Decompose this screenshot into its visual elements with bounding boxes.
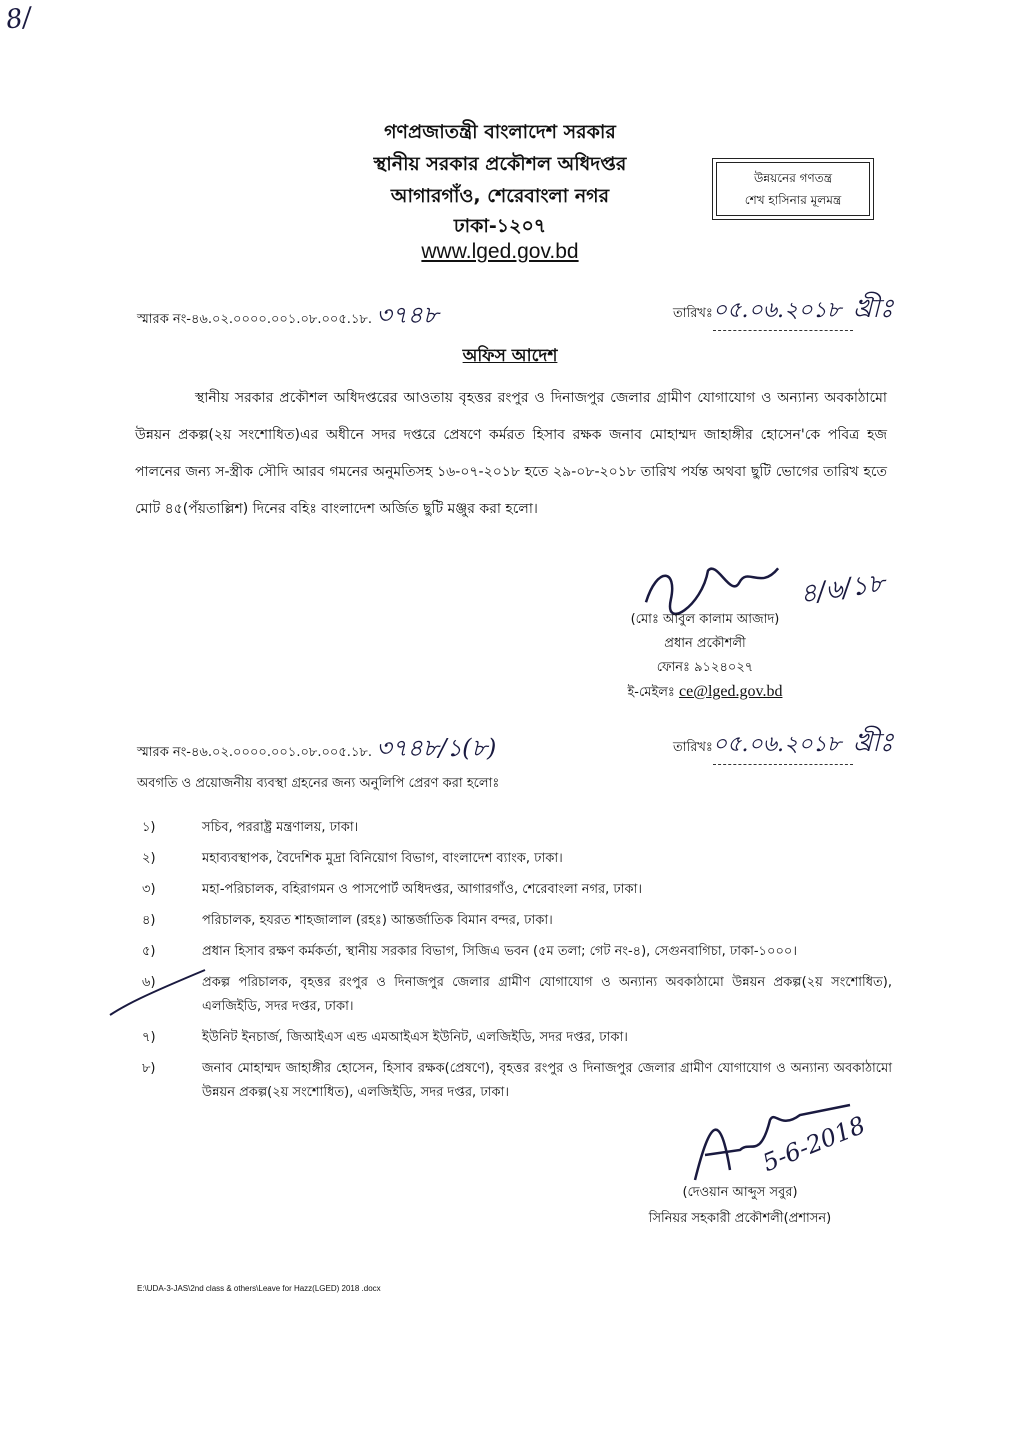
order-title: অফিস আদেশ	[462, 346, 558, 366]
distribution-item-text: প্রধান হিসাব রক্ষণ কর্মকর্তা, স্থানীয় সরকার বিভাগ, সিজিএ ভবন (৫ম তলা; গেট নং-৪), সেগুনবাগিচা, ঢাকা-১০০০।	[202, 944, 797, 959]
distribution-item	[132, 940, 892, 964]
header-government: গণপ্রজাতন্ত্রী বাংলাদেশ সরকার	[384, 121, 616, 143]
header-city: ঢাকা-১২০৭	[453, 215, 547, 237]
distribution-item-text: মহা-পরিচালক, বহিরাগমন ও পাসপোর্ট অধিদপ্তর, আগারগাঁও, শেরেবাংলা নগর, ঢাকা।	[202, 882, 643, 897]
signatory-2-designation: সিনিয়র সহকারী প্রকৌশলী(প্রশাসন)	[648, 1211, 832, 1226]
footer-file-path: E:\UDA-3-JAS\2nd class & others\Leave for Hazz(LGED) 2018 .docx	[137, 1284, 381, 1293]
header-website-link[interactable]: www.lged.gov.bd	[421, 240, 579, 263]
slogan-line-2: শেখ হাসিনার মূলমন্ত্র	[744, 193, 842, 207]
date-label: তারিখঃ	[673, 306, 713, 321]
date-handwritten: ০৫.০৬.২০১৮	[713, 293, 853, 331]
memo-number-1	[137, 297, 438, 337]
memo-number-2	[137, 730, 496, 770]
distribution-item-text: জনাব মোহাম্মদ জাহাঙ্গীর হোসেন, হিসাব রক্ষক(প্রেষণে), বৃহত্তর রংপুর ও দিনাজপুর জেলার গ্রামীণ যোগাযোগ ও অন্যান্য অবকাঠামো উন্নয়ন প্রকল্প(২য় সংশোধিত), এলজিইডি, সদর দপ্তর, ঢাকা।	[202, 1061, 892, 1100]
distribution-item-number: ৩)	[142, 882, 156, 897]
signatory-1-email-row	[560, 680, 850, 705]
distribution-item-number: ২)	[142, 851, 156, 866]
distribution-item-number: ৭)	[142, 1030, 156, 1045]
distribution-item-number: ৬)	[142, 975, 156, 990]
memo-label: স্মারক নং-৪৬.০২.০০০০.০০১.০৮.০০৫.১৮.	[137, 312, 372, 327]
date-suffix: খ্রীঃ	[852, 728, 894, 758]
signatory-2-block	[600, 1180, 880, 1232]
signatory-1-phone: ফোনঃ ৯১২৪০২৭	[656, 660, 754, 675]
corner-note: 8/	[4, 2, 34, 36]
slogan-line-1: উন্নয়নের গণতন্ত্র	[753, 171, 833, 185]
memo-label: স্মারক নং-৪৬.০২.০০০০.০০১.০৮.০০৫.১৮.	[137, 745, 372, 760]
distribution-item	[132, 971, 892, 1019]
distribution-item-text: ইউনিট ইনচার্জ, জিআইএস এন্ড এমআইএস ইউনিট, এলজিইডি, সদর দপ্তর, ঢাকা।	[202, 1030, 628, 1045]
distribution-item-text: সচিব, পররাষ্ট্র মন্ত্রণালয়, ঢাকা।	[202, 820, 359, 835]
distribution-item	[132, 909, 892, 933]
memo-date-2	[673, 722, 943, 766]
tick-mark-item-6-7	[105, 965, 215, 1025]
copy-intro: অবগতি ও প্রয়োজনীয় ব্যবস্থা গ্রহনের জন্য অনুলিপি প্রেরণ করা হলোঃ	[137, 776, 500, 791]
order-body: স্থানীয় সরকার প্রকৌশল অধিদপ্তরের আওতায় বৃহত্তর রংপুর ও দিনাজপুর জেলার গ্রামীণ যোগাযোগ ও অন্যান্য অবকাঠামো উন্নয়ন প্রকল্প(২য় সংশোধিত)এর অধীনে সদর দপ্তরে প্রেষণে কর্মরত হিসাব রক্ষক জনাব মোহাম্মদ জাহাঙ্গীর হোসেন'কে পবিত্র হজ পালনের জন্য স-স্ত্রীক সৌদি আরব গমনের অনুমতিসহ ১৬-০৭-২০১৮ হতে ২৯-০৮-২০১৮ তারিখ পর্যন্ত অথবা ছুটি ভোগের তারিখ হতে মোট ৪৫(পঁয়তাল্লিশ) দিনের বহিঃ বাংলাদেশ অর্জিত ছুটি মঞ্জুর করা হলো।	[135, 390, 887, 517]
signatory-1-designation: প্রধান প্রকৌশলী	[664, 636, 746, 651]
memo-date-1	[673, 288, 943, 332]
distribution-item	[132, 816, 892, 840]
distribution-item	[132, 1057, 892, 1105]
distribution-item	[132, 878, 892, 902]
distribution-item-number: ৪)	[142, 913, 156, 928]
date-label: তারিখঃ	[673, 740, 713, 755]
email-link[interactable]: ce@lged.gov.bd	[679, 683, 783, 700]
signatory-2-name: (দেওয়ান আব্দুস সবুর)	[682, 1185, 798, 1200]
signature-2-date: 5-6-2018	[758, 1110, 870, 1178]
date-suffix: খ্রীঃ	[852, 294, 894, 324]
signature-1-date: ৪/৬/১৮	[798, 568, 887, 610]
email-label: ই-মেইলঃ	[627, 685, 675, 700]
distribution-item-text: পরিচালক, হযরত শাহজালাল (রহঃ) আন্তর্জাতিক বিমান বন্দর, ঢাকা।	[202, 913, 553, 928]
memo-number-handwritten: ৩৭৪৮	[376, 301, 439, 329]
distribution-item-text: মহাব্যবস্থাপক, বৈদেশিক মুদ্রা বিনিয়োগ বিভাগ, বাংলাদেশ ব্যাংক, ঢাকা।	[202, 851, 563, 866]
distribution-item-number: ১)	[142, 820, 156, 835]
distribution-item	[132, 1026, 892, 1050]
memo-number-handwritten: ৩৭৪৮/১(৮)	[376, 734, 497, 762]
distribution-item	[132, 847, 892, 871]
signatory-1-block	[560, 608, 850, 705]
distribution-item-number: ৮)	[142, 1061, 156, 1076]
signatory-1-name: (মোঃ আবুল কালাম আজাদ)	[630, 612, 780, 627]
header-address: আগারগাঁও, শেরেবাংলা নগর	[390, 185, 610, 207]
header-department: স্থানীয় সরকার প্রকৌশল অধিদপ্তর	[373, 153, 627, 175]
distribution-list	[132, 816, 892, 1112]
distribution-item-text: প্রকল্প পরিচালক, বৃহত্তর রংপুর ও দিনাজপুর জেলার গ্রামীণ যোগাযোগ ও অন্যান্য অবকাঠামো উন্নয়ন প্রকল্প(২য় সংশোধিত), এলজিইডি, সদর দপ্তর, ঢাকা।	[202, 975, 892, 1014]
date-handwritten: ০৫.০৬.২০১৮	[713, 727, 853, 765]
distribution-item-number: ৫)	[142, 944, 156, 959]
slogan-box	[712, 158, 874, 220]
